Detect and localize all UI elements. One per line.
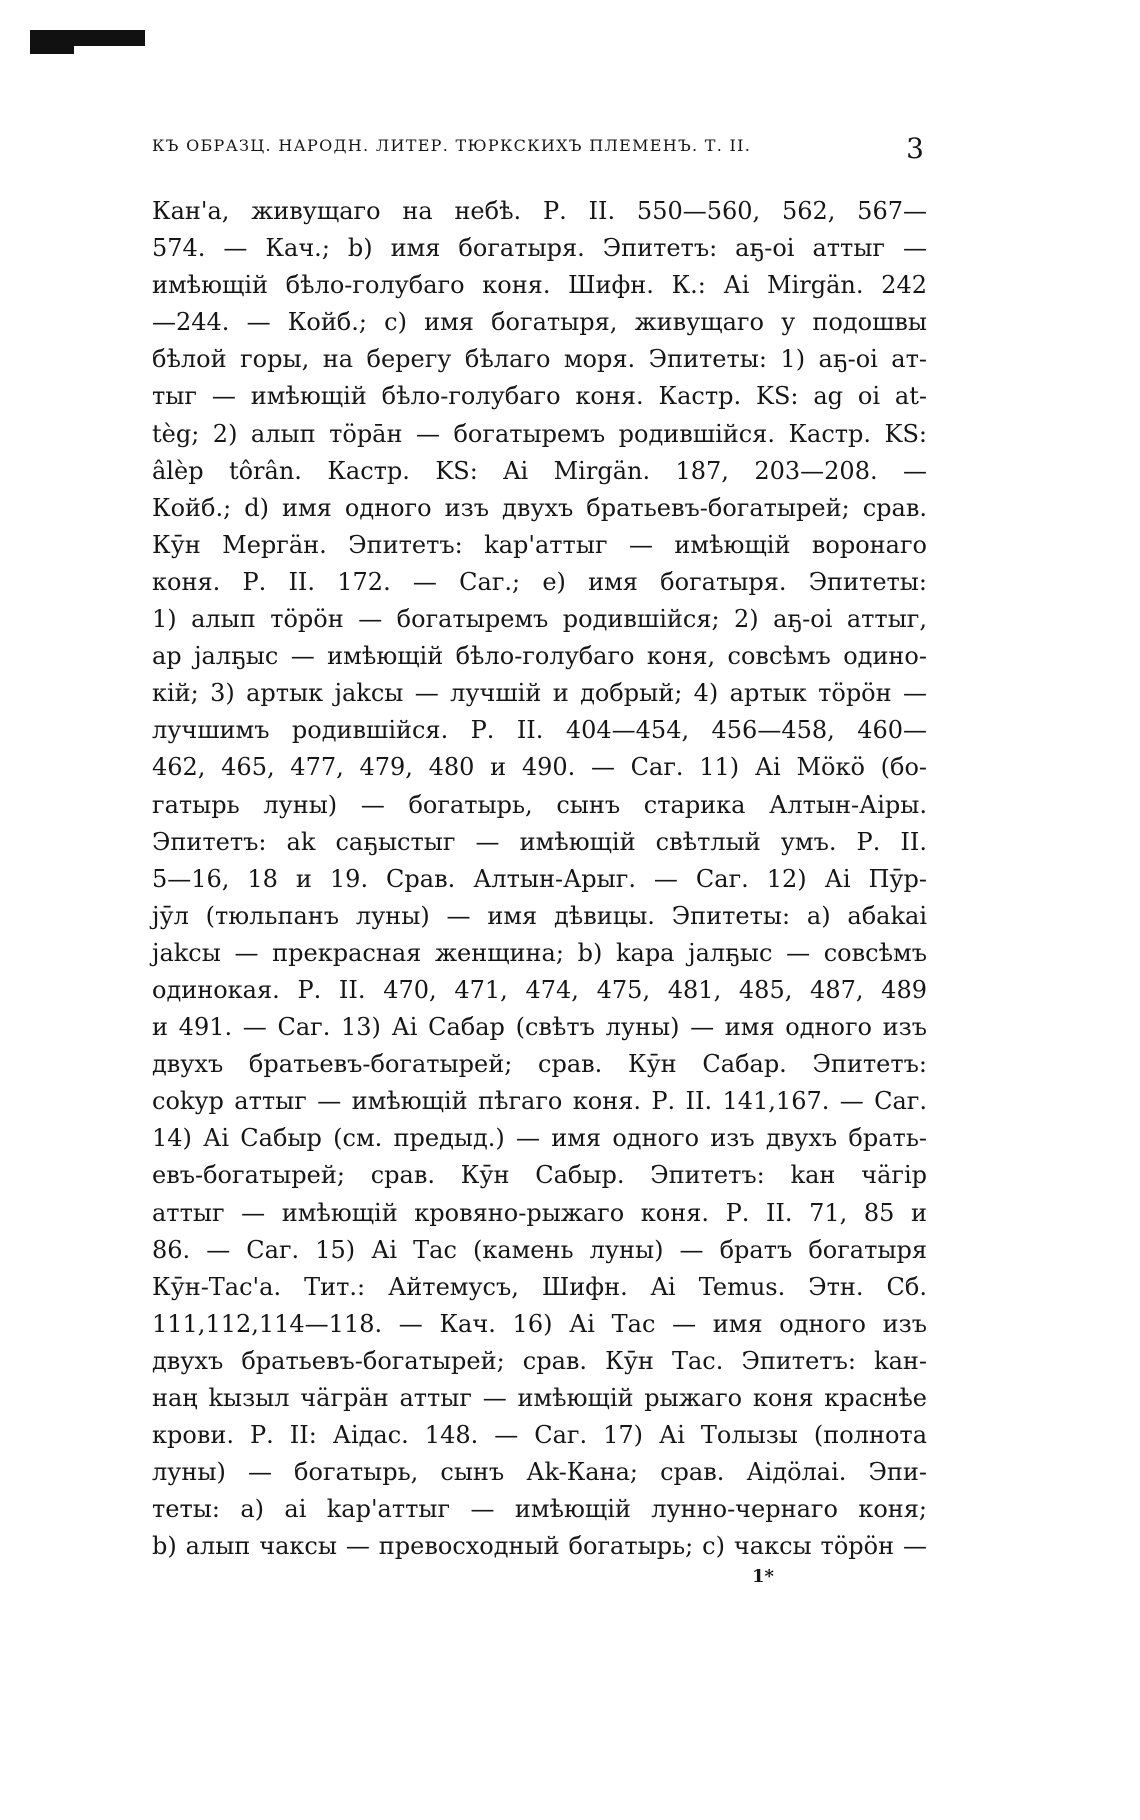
text-line: јаkсы — прекрасная женщина; b) kара јалҕыс — совсѣмъ xyxy=(152,938,927,967)
running-head-title: КЪ ОБРАЗЦ. НАРОДН. ЛИТЕР. ТЮРКСКИХЪ ПЛЕМЕНЪ. Т. II. xyxy=(152,136,752,155)
text-line: 574. — Кач.; b) имя богатыря. Эпитетъ: аҕ-оі аттыг — xyxy=(152,234,927,263)
text-line: наң kызыл чäгрäн аттыг — имѣющій рыжаго коня краснѣе xyxy=(152,1384,927,1412)
text-line: имѣющій бѣло-голубаго коня. Шифн. К.: Аі Mirgän. 242 xyxy=(152,271,927,300)
text-line: кій; 3) артык јаkсы — лучшій и добрый; 4) артык тӧрӧн — xyxy=(152,679,927,708)
text-line: tèg; 2) алып тӧрāн — богатыремъ родившійся. Кастр. KS: xyxy=(152,419,927,448)
text-line: Кӯн Мергäн. Эпитетъ: kар'аттыг — имѣющій воронаго xyxy=(152,530,927,559)
text-line: 462, 465, 477, 479, 480 и 490. — Саг. 11) Аі Мӧкӧ (бо- xyxy=(152,753,927,782)
text-line: Эпитетъ: аk саҕыстыг — имѣющій свѣтлый умъ. Р. II. xyxy=(152,827,927,856)
text-line: 14) Аі Сабыр (см. предыд.) — имя одного изъ двухъ брать- xyxy=(152,1124,927,1153)
text-line: луны) — богатырь, сынъ Аk-Кана; срав. Аідӧлаі. Эпи- xyxy=(152,1458,927,1487)
text-line: ар јалҕыс — имѣющій бѣло-голубаго коня, совсѣмъ одино- xyxy=(152,642,927,671)
text-line: 5—16, 18 и 19. Срав. Алтын-Арыг. — Саг. 12) Аі Пӯр- xyxy=(152,864,927,893)
text-line: âlèp tôrân. Кастр. KS: Ai Mirgän. 187, 203—208. — xyxy=(152,456,927,485)
running-head xyxy=(152,132,932,166)
text-line: 86. — Саг. 15) Аі Тас (камень луны) — братъ богатыря xyxy=(152,1235,927,1264)
text-line: одинокая. Р. II. 470, 471, 474, 475, 481, 485, 487, 489 xyxy=(152,975,927,1004)
text-line: јӯл (тюльпанъ луны) — имя дѣвицы. Эпитеты: а) абаkаі xyxy=(152,901,927,930)
text-line: 1) алып тӧрӧн — богатыремъ родившійся; 2) аҕ-оі аттыг, xyxy=(152,605,927,634)
text-line: коня. Р. II. 172. — Саг.; е) имя богатыря. Эпитеты: xyxy=(152,567,927,596)
text-line: лучшимъ родившійся. Р. II. 404—454, 456—458, 460— xyxy=(152,716,927,745)
text-line: тыг — имѣющій бѣло-голубаго коня. Кастр. KS: ag oi at- xyxy=(152,382,927,411)
text-line: Койб.; d) имя одного изъ двухъ братьевъ-богатырей; срав. xyxy=(152,493,927,522)
text-line: соkур аттыг — имѣющій пѣгаго коня. Р. II. 141,167. — Саг. xyxy=(152,1087,927,1116)
text-line: Кӯн-Тас'а. Тит.: Айтемусъ, Шифн. Ai Temus. Этн. Сб. xyxy=(152,1272,927,1301)
text-line: двухъ братьевъ-богатырей; срав. Кӯн Тас. Эпитетъ: kан- xyxy=(152,1346,927,1375)
text-line: гатырь луны) — богатырь, сынъ старика Алтын-Аіры. xyxy=(152,790,927,819)
text-line: b) алып чаксы — превосходный богатырь; с) чаксы тӧрӧн — xyxy=(152,1532,927,1561)
text-line: евъ-богатырей; срав. Кӯн Сабыр. Эпитетъ: kан чäгір xyxy=(152,1161,927,1190)
text-line: 111,112,114—118. — Кач. 16) Аі Тас — имя одного изъ xyxy=(152,1309,927,1338)
signature-mark: 1* xyxy=(752,1566,774,1587)
scan-corner-mark-tail xyxy=(30,46,74,54)
text-line: двухъ братьевъ-богатырей; срав. Кӯн Сабар. Эпитетъ: xyxy=(152,1050,927,1079)
text-line: —244. — Койб.; с) имя богатыря, живущаго у подошвы xyxy=(152,308,927,337)
text-line: и 491. — Саг. 13) Аі Сабар (свѣтъ луны) — имя одного изъ xyxy=(152,1013,927,1042)
text-line: крови. Р. II: Аідас. 148. — Саг. 17) Аі Толызы (полнота xyxy=(152,1421,927,1450)
page-number: 3 xyxy=(906,132,924,165)
text-line: Кан'а, живущаго на небѣ. Р. II. 550—560, 562, 567— xyxy=(152,197,927,225)
scan-corner-mark xyxy=(30,30,145,46)
text-line: аттыг — имѣющій кровяно-рыжаго коня. Р. II. 71, 85 и xyxy=(152,1198,927,1227)
body-text xyxy=(152,193,927,1565)
text-line: теты: а) аі kар'аттыг — имѣющій лунно-чернаго коня; xyxy=(152,1495,927,1524)
text-line: бѣлой горы, на берегу бѣлаго моря. Эпитеты: 1) аҕ-оі ат- xyxy=(152,345,927,374)
